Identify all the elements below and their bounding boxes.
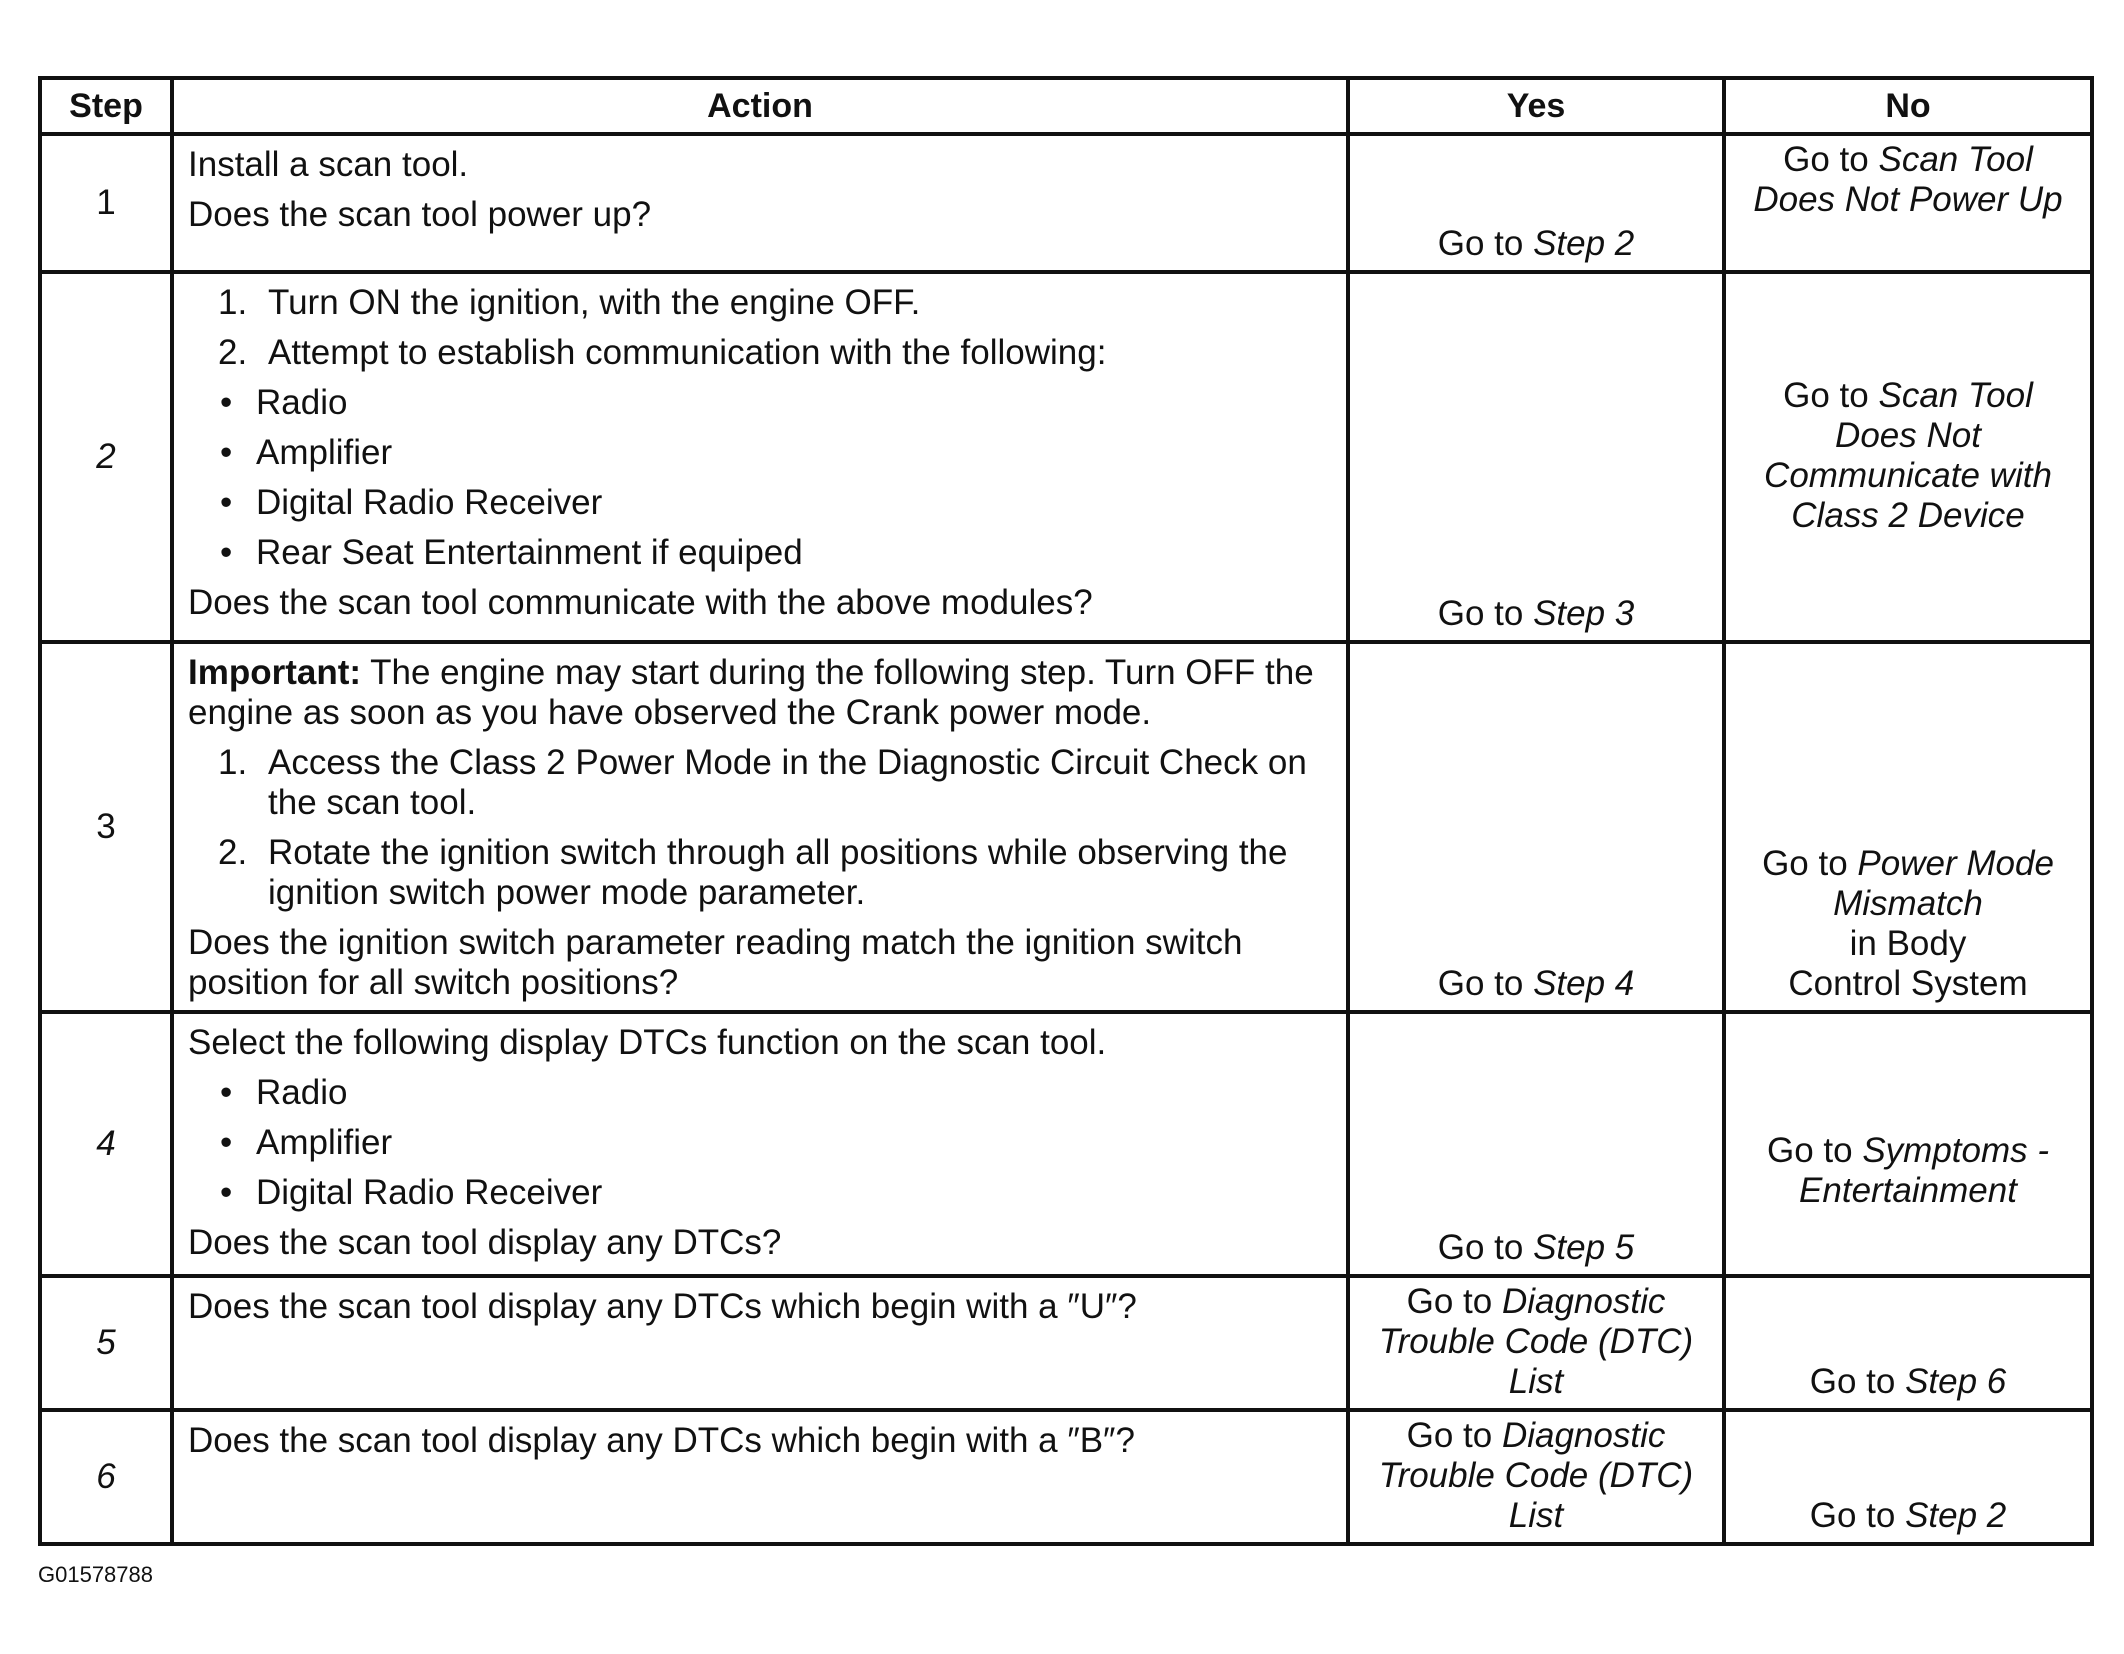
yes-prefix: Go to xyxy=(1437,964,1524,1003)
yes-prefix: Go to xyxy=(1437,594,1524,633)
no-cell xyxy=(1724,1012,2092,1276)
no-suffix: in Body xyxy=(1849,924,1967,963)
bullet-item xyxy=(188,528,1332,578)
item-text: Turn ON the ignition, with the engine OFF. xyxy=(268,283,921,322)
no-target: Communicate with xyxy=(1764,456,2052,495)
item-number: 1. xyxy=(218,743,248,782)
bullet-icon: • xyxy=(220,383,233,422)
action-cell xyxy=(172,272,1348,642)
bullet-text: Digital Radio Receiver xyxy=(256,1173,603,1212)
action-cell xyxy=(172,642,1348,1012)
item-number: 1. xyxy=(218,283,248,322)
diagnostic-table xyxy=(38,76,2094,1546)
no-target: Scan Tool xyxy=(1878,140,2033,179)
action-cell xyxy=(172,1276,1348,1410)
table-row xyxy=(40,134,2092,272)
no-prefix: Go to xyxy=(1762,844,1848,883)
bullet-text: Amplifier xyxy=(256,1123,393,1162)
action-question: Does the scan tool display any DTCs which begin with a ″U″? xyxy=(188,1287,1137,1326)
figure-code: G01578788 xyxy=(38,1562,153,1587)
step-number: 3 xyxy=(40,642,172,1012)
item-text: Rotate the ignition switch through all positions while observing the ignition switch power mode parameter. xyxy=(268,833,1288,912)
yes-cell xyxy=(1348,134,1724,272)
no-cell xyxy=(1724,134,2092,272)
numbered-item xyxy=(188,328,1332,378)
bullet-icon: • xyxy=(220,433,233,472)
action-question: Does the ignition switch parameter reading match the ignition switch position for all switch positions? xyxy=(188,923,1243,1002)
no-prefix: Go to xyxy=(1809,1362,1896,1401)
action-question: Does the scan tool display any DTCs? xyxy=(188,1223,782,1262)
no-target: Mismatch xyxy=(1833,884,1983,923)
bullet-item xyxy=(188,378,1332,428)
item-text: Attempt to establish communication with the following: xyxy=(268,333,1107,372)
yes-cell xyxy=(1348,1012,1724,1276)
yes-cell xyxy=(1348,1410,1724,1544)
yes-prefix: Go to xyxy=(1406,1282,1493,1321)
action-question: Does the scan tool power up? xyxy=(188,195,652,234)
yes-cell xyxy=(1348,272,1724,642)
bullet-item xyxy=(188,428,1332,478)
no-target: Symptoms - xyxy=(1862,1131,2050,1170)
no-prefix: Go to xyxy=(1809,1496,1896,1535)
no-target: Step 6 xyxy=(1905,1362,2007,1401)
bullet-text: Radio xyxy=(256,383,348,422)
no-suffix: Control System xyxy=(1788,964,2028,1003)
important-label: Important: xyxy=(188,653,362,692)
no-target: Does Not xyxy=(1835,416,1981,455)
yes-target: Diagnostic xyxy=(1501,1282,1666,1321)
no-cell xyxy=(1724,272,2092,642)
bullet-item xyxy=(188,1068,1332,1118)
header-step: Step xyxy=(40,78,172,134)
bullet-icon: • xyxy=(220,533,233,572)
header-action: Action xyxy=(172,78,1348,134)
yes-target: Step 3 xyxy=(1533,594,1635,633)
header-yes: Yes xyxy=(1348,78,1724,134)
action-cell xyxy=(172,1410,1348,1544)
yes-target: List xyxy=(1508,1496,1564,1535)
item-number: 2. xyxy=(218,333,248,372)
action-question: Does the scan tool communicate with the above modules? xyxy=(188,583,1093,622)
yes-target: Trouble Code (DTC) xyxy=(1378,1456,1694,1495)
bullet-item xyxy=(188,1118,1332,1168)
yes-target: Diagnostic xyxy=(1501,1416,1666,1455)
yes-target: Step 4 xyxy=(1533,964,1635,1003)
step-number: 2 xyxy=(40,272,172,642)
numbered-item xyxy=(188,278,1332,328)
important-note xyxy=(188,648,1332,738)
header-no: No xyxy=(1724,78,2092,134)
step-number: 5 xyxy=(40,1276,172,1410)
step-number: 4 xyxy=(40,1012,172,1276)
table-row xyxy=(40,642,2092,1012)
no-target: Power Mode xyxy=(1857,844,2054,883)
important-text: The engine may start during the following step. Turn OFF the engine as soon as you have observed the Crank power mode. xyxy=(188,653,1314,732)
action-cell xyxy=(172,134,1348,272)
bullet-text: Digital Radio Receiver xyxy=(256,483,603,522)
item-text: Access the Class 2 Power Mode in the Diagnostic Circuit Check on the scan tool. xyxy=(268,743,1307,822)
table-row xyxy=(40,1410,2092,1544)
no-target: Scan Tool xyxy=(1878,376,2033,415)
bullet-text: Amplifier xyxy=(256,433,393,472)
bullet-icon: • xyxy=(220,483,233,522)
step-number: 6 xyxy=(40,1410,172,1544)
numbered-item xyxy=(188,828,1332,918)
yes-prefix: Go to xyxy=(1437,224,1524,263)
no-cell xyxy=(1724,642,2092,1012)
no-cell xyxy=(1724,1276,2092,1410)
bullet-text: Rear Seat Entertainment if equiped xyxy=(256,533,803,572)
yes-target: Trouble Code (DTC) xyxy=(1378,1322,1694,1361)
table-row xyxy=(40,272,2092,642)
no-target: Entertainment xyxy=(1799,1171,2017,1210)
yes-prefix: Go to xyxy=(1437,1228,1524,1267)
bullet-icon: • xyxy=(220,1073,233,1112)
yes-target: Step 2 xyxy=(1533,224,1635,263)
action-line: Install a scan tool. xyxy=(188,145,469,184)
table-row xyxy=(40,1276,2092,1410)
yes-target: Step 5 xyxy=(1533,1228,1635,1267)
no-prefix: Go to xyxy=(1783,140,1869,179)
no-prefix: Go to xyxy=(1766,1131,1853,1170)
action-cell xyxy=(172,1012,1348,1276)
no-cell xyxy=(1724,1410,2092,1544)
yes-cell xyxy=(1348,1276,1724,1410)
header-row xyxy=(40,78,2092,134)
table-row xyxy=(40,1012,2092,1276)
no-target: Class 2 Device xyxy=(1791,496,2025,535)
bullet-item xyxy=(188,478,1332,528)
bullet-item xyxy=(188,1168,1332,1218)
yes-cell xyxy=(1348,642,1724,1012)
no-target: Does Not Power Up xyxy=(1753,180,2063,219)
bullet-icon: • xyxy=(220,1123,233,1162)
action-question: Does the scan tool display any DTCs which begin with a ″B″? xyxy=(188,1421,1135,1460)
item-number: 2. xyxy=(218,833,248,872)
step-number: 1 xyxy=(40,134,172,272)
bullet-icon: • xyxy=(220,1173,233,1212)
no-prefix: Go to xyxy=(1783,376,1869,415)
numbered-item xyxy=(188,738,1332,828)
action-line: Select the following display DTCs function on the scan tool. xyxy=(188,1023,1107,1062)
yes-prefix: Go to xyxy=(1406,1416,1493,1455)
bullet-text: Radio xyxy=(256,1073,348,1112)
no-target: Step 2 xyxy=(1905,1496,2007,1535)
yes-target: List xyxy=(1508,1362,1564,1401)
